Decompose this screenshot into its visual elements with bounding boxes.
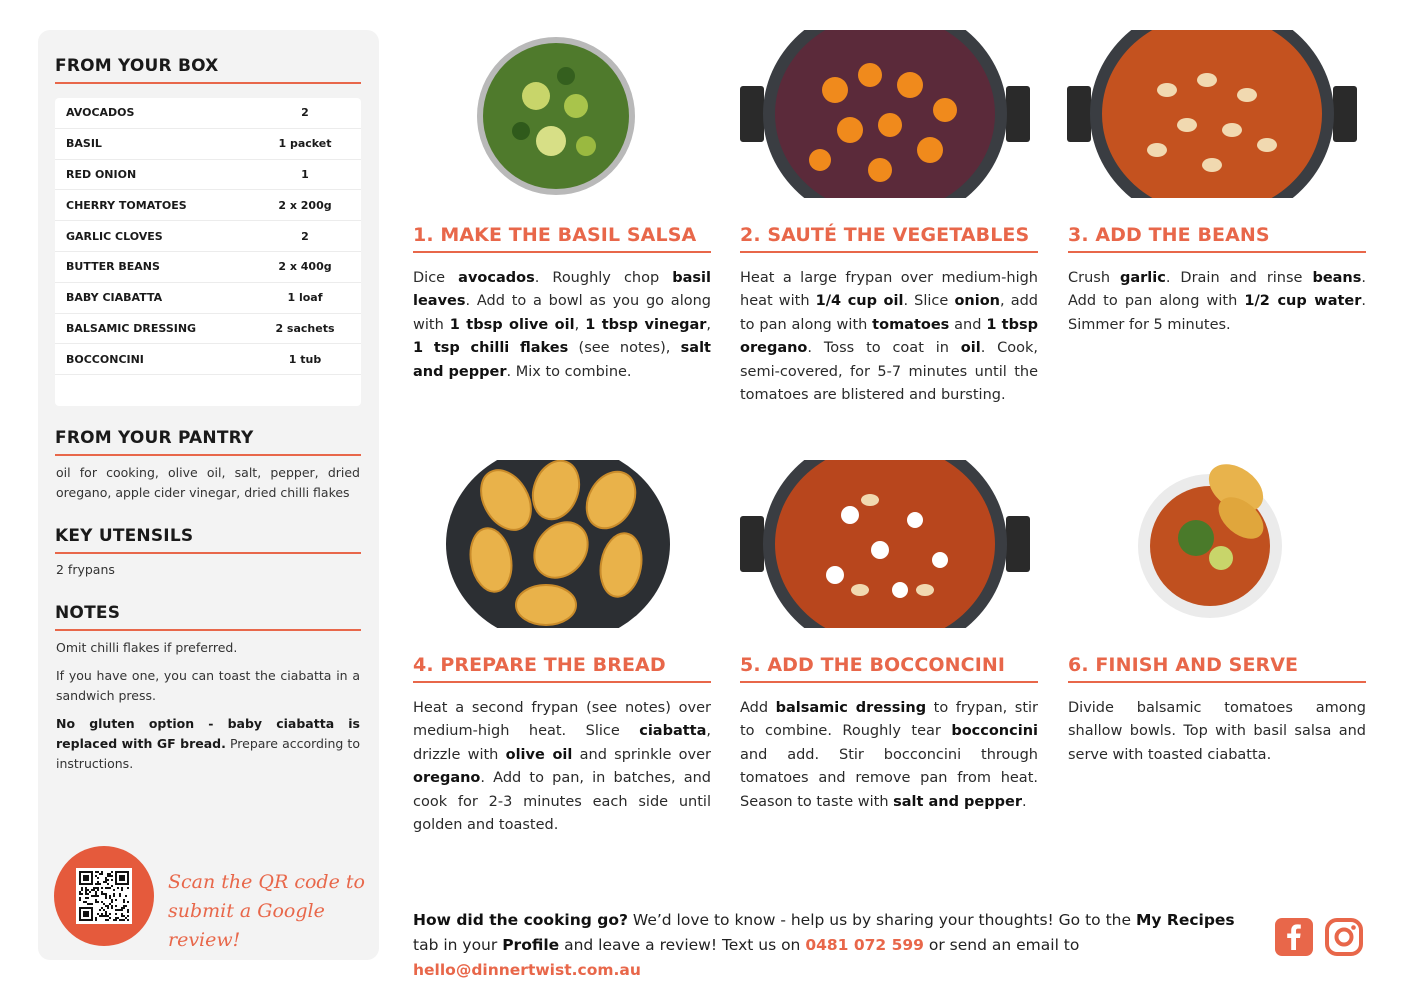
step-text-run: to frypan, stir to combine. Roughly tear [740,700,1039,740]
utensils-text: 2 frypans [56,562,115,577]
pantry-text: oil for cooking, olive oil, salt, pepper, dried oregano, apple cider vinegar, dried chilli flakes [56,465,360,500]
note-2: If you have one, you can toast the ciabatta in a sandwich press. [56,668,360,703]
box-item-row [55,344,361,375]
step-text-run: Heat a second frypan (see notes) over medium-high heat. Slice [413,700,711,740]
step-4-title: 4. PREPARE THE BREAD [413,654,711,683]
step-1-title: 1. MAKE THE BASIL SALSA [413,224,711,253]
box-item-qty: 1 [301,167,309,181]
step-text-run: ciabatta [639,723,707,740]
box-item-name: RED ONION [66,167,137,181]
step-text-run: and add. Stir bocconcini through tomatoes and remove pan from heat. Season to taste with [740,746,1038,810]
box-item-row [55,98,361,129]
box-item-name: BOCCONCINI [66,352,144,366]
step-text-run: . Drain and rinse [1165,270,1313,286]
facebook-icon[interactable] [1275,918,1313,956]
step-text-run: . Roughly chop [534,270,673,286]
box-item-name: BASIL [66,137,102,151]
note-3-rest: Prepare according to instructions. [56,736,360,771]
basil-salsa-bowl-image [476,36,636,196]
note-3 [56,714,360,774]
step-text-run: Heat a large frypan over medium-high heat with [740,270,1038,310]
step-text-run: (see notes), [568,340,681,357]
box-item-qty: 2 x 400g [278,260,332,274]
step-3-title: 3. ADD THE BEANS [1068,224,1366,253]
profile-link[interactable]: Profile [502,936,560,954]
step-2-body [740,267,1038,407]
box-item-name: CHERRY TOMATOES [66,198,187,212]
box-item-qty: 1 loaf [287,291,323,305]
step-text-run: olive oil [505,746,573,763]
pantry-heading: FROM YOUR PANTRY [55,428,361,456]
step-text-run: . [1021,793,1027,810]
step-6-title: 6. FINISH AND SERVE [1068,654,1366,683]
footer-text-4: or send an email to [923,936,1080,954]
box-item-name: BUTTER BEANS [66,260,160,274]
step-text-run: 1 tsp chilli flakes [413,340,569,357]
box-item-name: BALSAMIC DRESSING [66,321,197,335]
review-footer [413,908,1263,983]
step-2-title: 2. SAUTÉ THE VEGETABLES [740,224,1038,253]
step-text-run: 1 tbsp oregano [740,316,1039,357]
step-text-run: 1 tbsp vinegar [585,316,707,333]
step-text-run: . Cook, semi-covered, for 5-7 minutes until the tomatoes are blistered and bursting. [740,340,1039,404]
box-item-qty: 1 packet [278,137,332,151]
step-text-run: Crush [1068,270,1120,286]
note-3-bold: No gluten option - baby ciabatta is replaced with GF bread. [56,716,360,751]
step-6-body [1068,697,1366,767]
box-item-qty: 2 [301,106,309,120]
my-recipes-link[interactable]: My Recipes [1135,911,1235,929]
qr-code-icon[interactable] [76,868,132,924]
saute-vegetables-pan-image [740,30,1030,198]
instagram-icon[interactable] [1325,918,1363,956]
step-text-run: . Toss to coat in [807,340,961,357]
toasted-bread-pan-image [446,460,676,628]
step-text-run: , drizzle with [413,723,711,763]
box-ingredients-table [55,98,361,406]
step-1-body [413,267,711,384]
phone-link[interactable]: 0481 072 599 [805,936,924,954]
step-text-run: basil leaves [413,270,711,310]
step-text-run: tomatoes [872,316,950,333]
step-text-run: . Add to pan along with [1068,270,1366,310]
box-item-qty: 2 x 200g [278,198,332,212]
box-item-row [55,129,361,160]
footer-text-3: and leave a review! Text us on [559,936,806,954]
footer-text-2: tab in your [413,936,503,954]
utensils-heading: KEY UTENSILS [55,526,361,554]
note-1: Omit chilli flakes if preferred. [56,640,238,655]
step-text-run: Divide balsamic tomatoes among shallow bowls. Top with basil salsa and serve with toasted ciabatta. [1068,700,1366,763]
step-text-run: and sprinkle over [572,746,712,763]
box-item-row [55,221,361,252]
box-item-row [55,283,361,314]
notes-heading: NOTES [55,603,361,631]
email-link[interactable]: hello@dinnertwist.com.au [413,961,641,979]
box-item-name: GARLIC CLOVES [66,229,163,243]
step-text-run: , [706,316,711,333]
qr-call-to-action [168,868,368,955]
step-4-body [413,697,711,837]
box-item-qty: 1 tub [288,352,322,366]
footer-text-1: We’d love to know - help us by sharing your thoughts! Go to the [627,911,1136,929]
step-text-run: garlic [1119,270,1166,286]
bocconcini-pan-image [740,460,1030,628]
box-item-row [55,160,361,191]
step-text-run: salt and pepper [893,793,1022,810]
step-text-run: Dice [413,270,459,286]
step-3-body [1068,267,1366,337]
step-text-run: . Mix to combine. [506,363,632,380]
step-text-run: , [574,316,586,333]
box-item-qty: 2 sachets [275,321,335,335]
step-text-run: . Add to pan, in batches, and cook for 2-3 minutes each side until golden and toasted. [413,770,711,834]
box-item-row [55,190,361,221]
step-text-run: . Add to a bowl as you go along with [413,293,711,333]
step-text-run: . Simmer for 5 minutes. [1068,293,1367,333]
footer-question: How did the cooking go? [413,911,628,929]
step-text-run: , add to pan along with [740,293,1038,333]
step-text-run: balsamic dressing [775,700,927,716]
step-text-run: beans [1312,270,1362,286]
step-text-run: and [949,316,987,333]
step-text-run: oil [960,340,981,357]
step-text-run: 1/4 cup oil [815,293,904,310]
beans-pan-image [1067,30,1357,198]
step-text-run: Add [740,700,776,716]
qr-cta-line-2: submit a Google review! [168,900,325,951]
box-item-name: BABY CIABATTA [66,291,163,305]
sidebar [38,30,379,960]
step-text-run: . Slice [903,293,955,310]
box-item-qty: 2 [301,229,309,243]
step-text-run: oregano [413,770,481,787]
step-text-run: onion [954,293,1000,310]
box-item-name: AVOCADOS [66,106,135,120]
step-5-body [740,697,1038,814]
step-text-run: avocados [458,270,535,286]
box-item-row [55,314,361,345]
finished-dish-bowl-image [1136,458,1286,618]
step-text-run: salt and pepper [413,340,711,380]
box-heading: FROM YOUR BOX [55,56,361,84]
box-item-row [55,252,361,283]
qr-badge [54,846,154,946]
step-text-run: 1 tbsp olive oil [449,316,575,333]
step-5-title: 5. ADD THE BOCCONCINI [740,654,1038,683]
qr-cta-line-1: Scan the QR code to [168,871,365,893]
step-text-run: 1/2 cup water [1244,293,1362,310]
step-text-run: bocconcini [951,723,1038,740]
